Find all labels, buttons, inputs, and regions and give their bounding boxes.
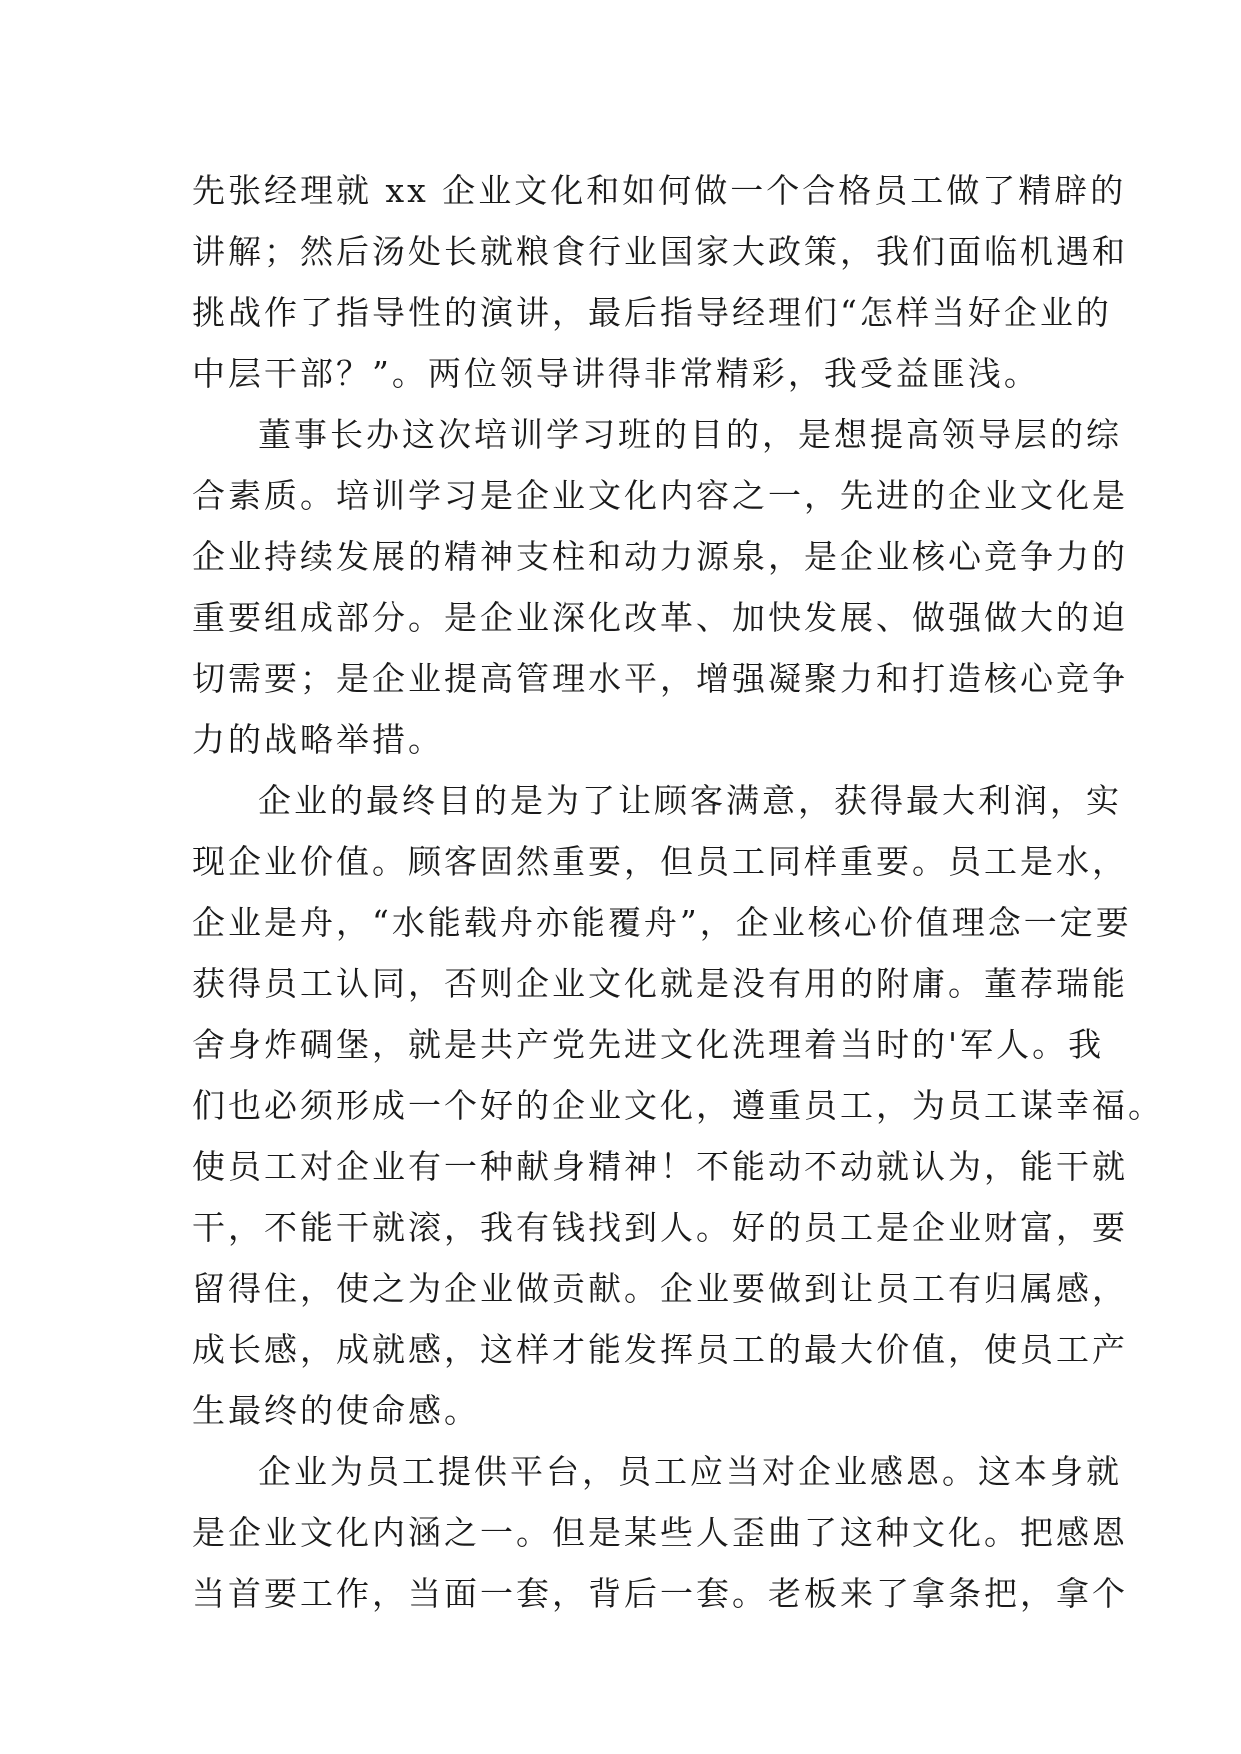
text-line: 们也必须形成一个好的企业文化，遵重员工，为员工谋幸福。: [192, 1086, 1164, 1125]
text-line: 讲解；然后汤处长就粮食行业国家大政策，我们面临机遇和: [192, 232, 1128, 271]
paragraph: [192, 160, 1128, 404]
text-line: 先张经理就 xx 企业文化和如何做一个合格员工做了精辟的: [192, 171, 1127, 210]
text-line: 切需要；是企业提高管理水平，增强凝聚力和打造核心竞争: [192, 659, 1128, 698]
text-line: 中层干部？”。两位领导讲得非常精彩，我受益匪浅。: [192, 354, 1040, 393]
text-line: 使员工对企业有一种献身精神！不能动不动就认为，能干就: [192, 1147, 1128, 1186]
text-line: 挑战作了指导性的演讲，最后指导经理们“怎样当好企业的: [192, 293, 1112, 332]
paragraph: [192, 404, 1128, 770]
document-body: [192, 160, 1164, 1624]
text-line: 企业持续发展的精神支柱和动力源泉，是企业核心竞争力的: [192, 537, 1128, 576]
text-line: 企业为员工提供平台，员工应当对企业感恩。这本身就: [258, 1452, 1122, 1491]
text-line: 企业的最终目的是为了让顾客满意，获得最大利润，实: [258, 781, 1122, 820]
text-line: 是企业文化内涵之一。但是某些人歪曲了这种文化。把感恩: [192, 1513, 1128, 1552]
text-line: 留得住，使之为企业做贡献。企业要做到让员工有归属感，: [192, 1269, 1128, 1308]
text-line: 成长感，成就感，这样才能发挥员工的最大价值，使员工产: [192, 1330, 1128, 1369]
text-line: 干，不能干就滚，我有钱找到人。好的员工是企业财富，要: [192, 1208, 1128, 1247]
text-line: 当首要工作，当面一套，背后一套。老板来了拿条把，拿个: [192, 1574, 1128, 1613]
text-line: 力的战略举措。: [192, 720, 444, 759]
text-line: 董事长办这次培训学习班的目的，是想提高领导层的综: [258, 415, 1122, 454]
text-line: 生最终的使命感。: [192, 1391, 480, 1430]
text-line: 获得员工认同，否则企业文化就是没有用的附庸。董荐瑞能: [192, 964, 1128, 1003]
text-line: 现企业价值。顾客固然重要，但员工同样重要。员工是水，: [192, 842, 1128, 881]
text-line: 合素质。培训学习是企业文化内容之一，先进的企业文化是: [192, 476, 1128, 515]
text-line: 重要组成部分。是企业深化改革、加快发展、做强做大的迫: [192, 598, 1128, 637]
text-line: 舍身炸碉堡，就是共产党先进文化洗理着当时的'军人。我: [192, 1025, 1105, 1064]
paragraph: [192, 770, 1164, 1441]
text-line: 企业是舟，“水能载舟亦能覆舟”，企业核心价值理念一定要: [192, 903, 1132, 942]
paragraph: [192, 1441, 1128, 1624]
